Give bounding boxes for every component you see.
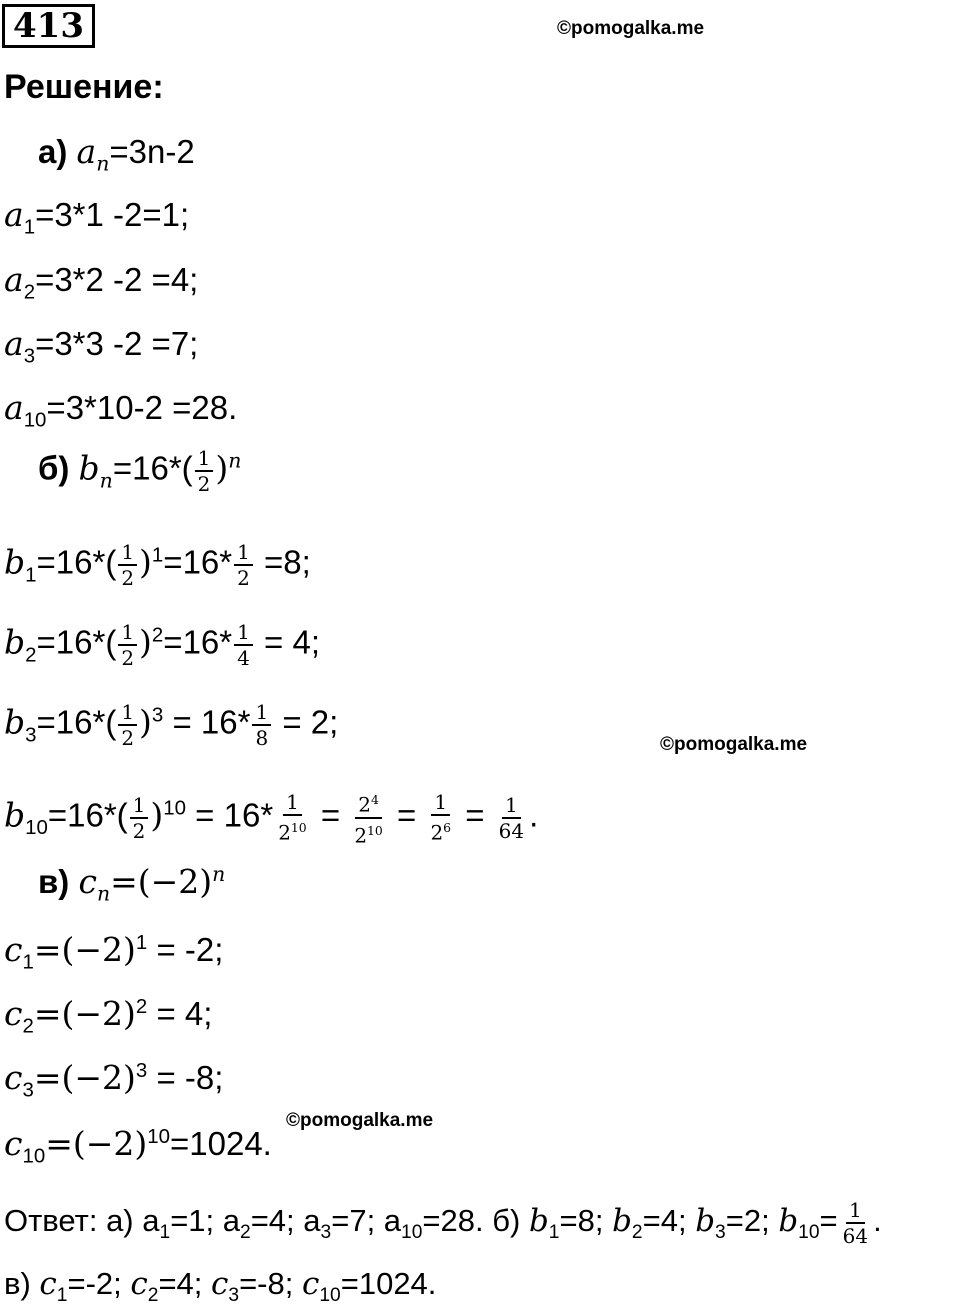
sub: 10 [25, 815, 48, 839]
tail: =8; [254, 543, 311, 581]
var-a: a [4, 260, 24, 299]
base: 2 [278, 820, 291, 845]
base: =(−2) [33, 930, 136, 969]
a2-line [4, 260, 198, 305]
ans-b10: $b_{10}=$ $\frac{1}{64}$ . [778, 1198, 882, 1248]
mid: =16* [163, 623, 233, 661]
base: 2 [358, 792, 371, 817]
numerator: 1 [234, 620, 253, 646]
base: 2 [430, 820, 444, 845]
b2-line [4, 620, 320, 670]
val: =1; [170, 1203, 223, 1239]
base: =(−2) [33, 1058, 136, 1097]
part-a-label: а) [38, 133, 68, 170]
answer-prefix: Ответ: а) [4, 1203, 143, 1239]
paren: ) [139, 702, 152, 742]
paren: ) [215, 448, 229, 488]
fraction-3 [427, 790, 454, 845]
sub: 3 [320, 1222, 332, 1244]
sub-n: n [96, 151, 110, 176]
var-a: a [4, 324, 24, 363]
fraction [234, 540, 253, 590]
var-b: b [4, 542, 26, 582]
exponent: 10 [163, 796, 187, 820]
sub-n: n [99, 468, 113, 493]
numerator: 1 [502, 793, 521, 819]
sub: 10 [22, 1144, 46, 1168]
sub: 2 [631, 1222, 643, 1244]
sub: 3 [22, 1078, 34, 1102]
ans-b2: $b_2=4$; [612, 1203, 696, 1244]
val: =4; [250, 1203, 304, 1239]
var-b: b [4, 702, 26, 742]
fraction-half [118, 540, 137, 590]
sub-n: n [96, 881, 111, 906]
var-b: b [4, 622, 26, 662]
answer-b-label: б) [492, 1203, 529, 1239]
val: =-8; [239, 1266, 302, 1301]
paren: ) [139, 542, 152, 582]
denominator: 2 [132, 818, 146, 843]
var-a: a [4, 388, 24, 427]
numerator: 1 [118, 540, 137, 566]
fraction [252, 700, 271, 750]
part-c-label: в) [38, 863, 70, 900]
exponent: 10 [147, 1125, 170, 1148]
expr: =3*2 -2 =4; [35, 261, 199, 298]
sub: 10 [23, 408, 47, 432]
sub: 1 [159, 1222, 171, 1244]
denominator: 2 [121, 726, 135, 750]
exponent: n [212, 862, 226, 886]
ans-b3: $b_3=2$; [695, 1203, 779, 1244]
base: =(−2) [45, 1124, 148, 1163]
sub: 2 [240, 1222, 251, 1244]
mid: =16* [163, 543, 233, 581]
prefix: =16*( [36, 623, 117, 661]
equals: = [387, 796, 426, 834]
end: . [529, 796, 539, 834]
ans-c1: $c_1=-2$; [39, 1266, 131, 1307]
var-a: a [4, 195, 24, 234]
numerator: 1 [130, 793, 149, 819]
exponent: 3 [135, 1059, 148, 1082]
eq: = [819, 1203, 838, 1239]
exponent: 1 [151, 543, 164, 567]
prefix: =16*( [36, 543, 117, 581]
c10-line [4, 1124, 272, 1169]
exponent: 1 [135, 931, 148, 954]
answer-line-2 [4, 1266, 436, 1307]
ans-a3: $a_3=7$; [303, 1203, 384, 1244]
denominator [351, 819, 386, 848]
denominator: 2 [121, 646, 135, 670]
numerator: 1 [283, 790, 302, 816]
sub: 3 [25, 723, 37, 747]
expr: =3*10-2 =28. [46, 389, 238, 426]
exp: 4 [370, 792, 379, 807]
tail: = 4; [254, 623, 320, 661]
c2-line [4, 994, 212, 1039]
exp: 10 [290, 820, 307, 836]
a1-line [4, 195, 189, 240]
paren: ) [139, 622, 152, 662]
answer-c-label: в) [4, 1266, 40, 1301]
var-a: a [76, 132, 97, 171]
sub: 2 [147, 1285, 159, 1307]
denominator: 4 [237, 646, 250, 670]
sub: 1 [23, 215, 36, 239]
var-c: c [4, 930, 23, 969]
base: 2 [354, 823, 368, 848]
equals: = [311, 796, 350, 834]
denominator: 2 [197, 472, 211, 496]
ans-c2: $c_2=4$; [130, 1266, 212, 1307]
exponent: 3 [151, 703, 164, 727]
a3-line [4, 324, 198, 369]
answer-line-1 [4, 1198, 882, 1248]
part-a-formula [38, 132, 195, 176]
numerator [355, 788, 382, 819]
exp: 10 [367, 822, 383, 838]
end: . [873, 1203, 882, 1239]
base: =(−2) [33, 994, 136, 1033]
val: =28. [422, 1203, 493, 1239]
var-c: c [78, 862, 97, 901]
fraction-1 [275, 790, 310, 845]
tail: =1024. [170, 1125, 272, 1162]
var-c: c [4, 1058, 23, 1097]
a10-line [4, 388, 237, 433]
numerator: 1 [118, 620, 137, 646]
tail: = 2; [273, 703, 339, 741]
numerator: 1 [118, 700, 137, 726]
val: =7; [331, 1203, 384, 1239]
numerator: 1 [234, 540, 253, 566]
exponent: 2 [135, 995, 148, 1018]
ans-a10: $a_{10}=28$. [383, 1203, 493, 1244]
problem-number: 413 [2, 4, 95, 48]
numerator: 1 [846, 1198, 865, 1224]
mid: = 16* [163, 703, 251, 741]
c1-line [4, 930, 223, 975]
formula-rhs: =(−2) [110, 862, 213, 901]
prefix: =16*( [36, 703, 117, 741]
tail: = -2; [147, 931, 224, 968]
part-c-formula [38, 862, 225, 906]
var-c: c [4, 1124, 23, 1163]
equals: = [456, 796, 494, 834]
numerator: 1 [195, 446, 214, 472]
sub: 2 [23, 280, 36, 304]
sub: 2 [22, 1014, 34, 1038]
val: =4; [158, 1266, 212, 1301]
denominator: 2 [237, 566, 250, 590]
sub: 3 [715, 1222, 726, 1244]
numerator: 1 [431, 790, 450, 816]
solution-heading: Решение: [4, 68, 164, 106]
val: =4; [642, 1203, 696, 1239]
fraction-2 [351, 788, 386, 847]
sub: 1 [22, 950, 34, 974]
exponent: n [228, 448, 242, 473]
fraction-half [130, 793, 149, 843]
mid: = 16* [186, 796, 274, 834]
b1-line [4, 540, 311, 590]
val: =1024. [340, 1266, 437, 1301]
sub: 1 [56, 1285, 68, 1307]
sub: 3 [23, 344, 36, 368]
fraction [234, 620, 253, 670]
part-b-label: б) [38, 449, 70, 487]
prefix: =16*( [112, 449, 193, 487]
prefix: =16*( [47, 796, 128, 834]
watermark-middle: ©pomogalka.me [660, 734, 808, 755]
denominator: 64 [498, 818, 525, 843]
var-b: b [78, 448, 100, 488]
val: =2; [725, 1203, 779, 1239]
sub: 10 [319, 1285, 341, 1307]
sub: 1 [548, 1222, 560, 1244]
formula-rhs: =3n-2 [109, 133, 195, 170]
var-c: c [4, 994, 23, 1033]
ans-a2: $a_2=4$; [222, 1203, 304, 1244]
ans-b1: $b_1=8$; [528, 1203, 613, 1244]
val: =8; [559, 1203, 613, 1239]
exp: 6 [443, 820, 452, 836]
c3-line [4, 1058, 223, 1103]
expr: =3*1 -2=1; [35, 196, 190, 233]
fraction-half [118, 700, 137, 750]
fraction [840, 1198, 871, 1248]
watermark-top: ©pomogalka.me [557, 18, 705, 39]
b10-line [4, 788, 538, 847]
tail: = 4; [147, 995, 213, 1032]
denominator: 8 [255, 726, 269, 750]
denominator: 2 [121, 566, 135, 590]
sub: 2 [25, 643, 37, 667]
ans-a1: $a_1=1$; [142, 1203, 223, 1244]
fraction-half [195, 446, 214, 496]
numerator: 1 [252, 700, 271, 726]
exponent: 2 [151, 623, 164, 647]
b3-line [4, 700, 338, 750]
fraction-4 [496, 793, 527, 843]
ans-c10: $c_{10}=1024$. [301, 1266, 437, 1307]
tail: = -8; [147, 1059, 224, 1096]
sub: 10 [798, 1222, 820, 1244]
denominator [275, 816, 310, 845]
part-b-formula [38, 446, 241, 496]
val: =-2; [67, 1266, 131, 1301]
denominator: 64 [842, 1224, 869, 1248]
sub: 3 [228, 1285, 240, 1307]
paren: ) [150, 795, 164, 835]
watermark-bottom: ©pomogalka.me [286, 1110, 434, 1131]
sub: 1 [25, 563, 37, 587]
expr: =3*3 -2 =7; [35, 325, 199, 362]
var-b: b [4, 795, 26, 835]
ans-c3: $c_3=-8$; [211, 1266, 302, 1307]
fraction-half [118, 620, 137, 670]
sub: 10 [401, 1222, 423, 1244]
denominator [427, 816, 454, 845]
